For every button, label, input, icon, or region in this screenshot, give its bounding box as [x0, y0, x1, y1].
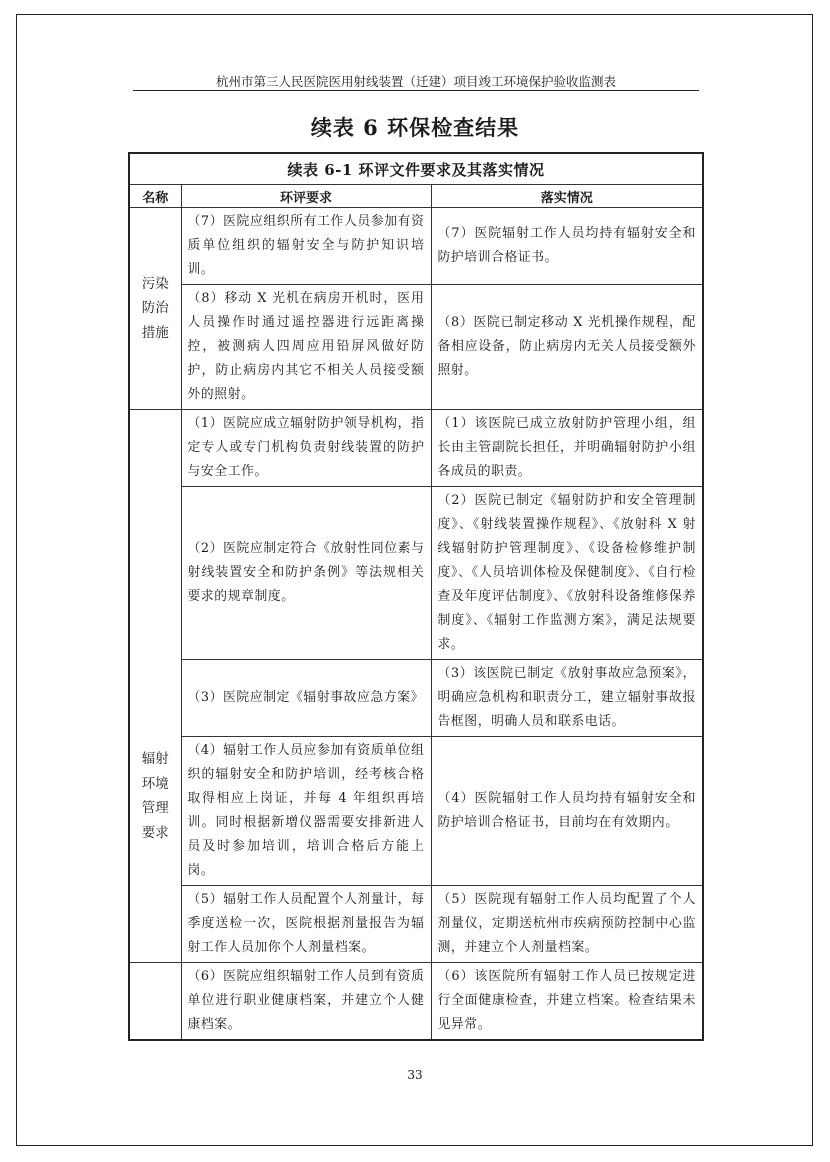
requirement-cell: （8）移动 X 光机在病房开机时，医用人员操作时通过遥控器进行远距离操控，被测病人四周应用铅屏风做好防护，防止病房内其它不相关人员接受额外的照射。: [181, 285, 431, 410]
table-row: [129, 487, 703, 660]
page-header: 杭州市第三人民医院医用射线装置（迁建）项目竣工环境保护验收监测表: [215, 74, 616, 89]
table-row: [129, 886, 703, 963]
implementation-cell: （2）医院已制定《辐射防护和安全管理制度》、《射线装置操作规程》、《放射科 X 射线辐射防护管理制度》、《设备检修维护制度》、《人员培训体检及保健制度》、《自行检查及年度评估制度》、《放射科设备维修保养制度》、《辐射工作监测方案》，满足法规要求。: [431, 487, 703, 660]
category-continuation: [129, 963, 181, 1041]
requirement-cell: （6）医院应组织辐射工作人员到有资质单位进行职业健康档案，并建立个人健康档案。: [181, 963, 431, 1041]
requirement-cell: （1）医院应成立辐射防护领导机构，指定专人或专门机构负责射线装置的防护与安全工作。: [181, 410, 431, 487]
table-row: [129, 737, 703, 886]
implementation-cell: （3）该医院已制定《放射事故应急预案》，明确应急机构和职责分工，建立辐射事故报告框图，明确人员和联系电话。: [431, 660, 703, 737]
table-row: [129, 208, 703, 285]
implementation-cell: （5）医院现有辐射工作人员均配置了个人剂量仪，定期送杭州市疾病预防控制中心监测，并建立个人剂量档案。: [431, 886, 703, 963]
table-row: [129, 963, 703, 1041]
page-number: 33: [407, 1068, 423, 1082]
requirement-cell: （2）医院应制定符合《放射性同位素与射线装置安全和防护条例》等法规相关要求的规章制度。: [181, 487, 431, 660]
category-pollution-control: 污染防治措施: [129, 208, 181, 410]
table-row: [129, 410, 703, 487]
implementation-cell: （1）该医院已成立放射防护管理小组，组长由主管副院长担任，并明确辐射防护小组各成员的职责。: [431, 410, 703, 487]
requirements-table: [128, 152, 704, 1041]
table-row: [129, 285, 703, 410]
implementation-cell: （4）医院辐射工作人员均持有辐射安全和防护培训合格证书，目前均在有效期内。: [431, 737, 703, 886]
implementation-cell: （8）医院已制定移动 X 光机操作规程，配备相应设备，防止病房内无关人员接受额外照射。: [431, 285, 703, 410]
requirement-cell: （4）辐射工作人员应参加有资质单位组织的辐射安全和防护培训，经考核合格取得相应上岗证，并每 4 年组织再培训。同时根据新增仪器需要安排新进人员及时参加培训，培训合格后方能上岗。: [181, 737, 431, 886]
table-row: [129, 660, 703, 737]
implementation-cell: （6）该医院所有辐射工作人员已按规定进行全面健康检查，并建立档案。检查结果未见异常。: [431, 963, 703, 1041]
header-rule: [133, 90, 699, 91]
col-header-implementation: 落实情况: [431, 185, 703, 208]
requirement-cell: （3）医院应制定《辐射事故应急方案》: [181, 660, 431, 737]
col-header-requirement: 环评要求: [181, 185, 431, 208]
implementation-cell: （7）医院辐射工作人员均持有辐射安全和防护培训合格证书。: [431, 208, 703, 285]
category-radiation-management: 辐射环境管理要求: [129, 410, 181, 963]
section-title: 续表 6 环保检查结果: [310, 115, 520, 140]
requirement-cell: （5）辐射工作人员配置个人剂量计，每季度送检一次，医院根据剂量报告为辐射工作人员加你个人剂量档案。: [181, 886, 431, 963]
col-header-name: 名称: [129, 185, 181, 208]
table-caption: 续表 6-1 环评文件要求及其落实情况: [129, 153, 703, 185]
requirement-cell: （7）医院应组织所有工作人员参加有资质单位组织的辐射安全与防护知识培训。: [181, 208, 431, 285]
